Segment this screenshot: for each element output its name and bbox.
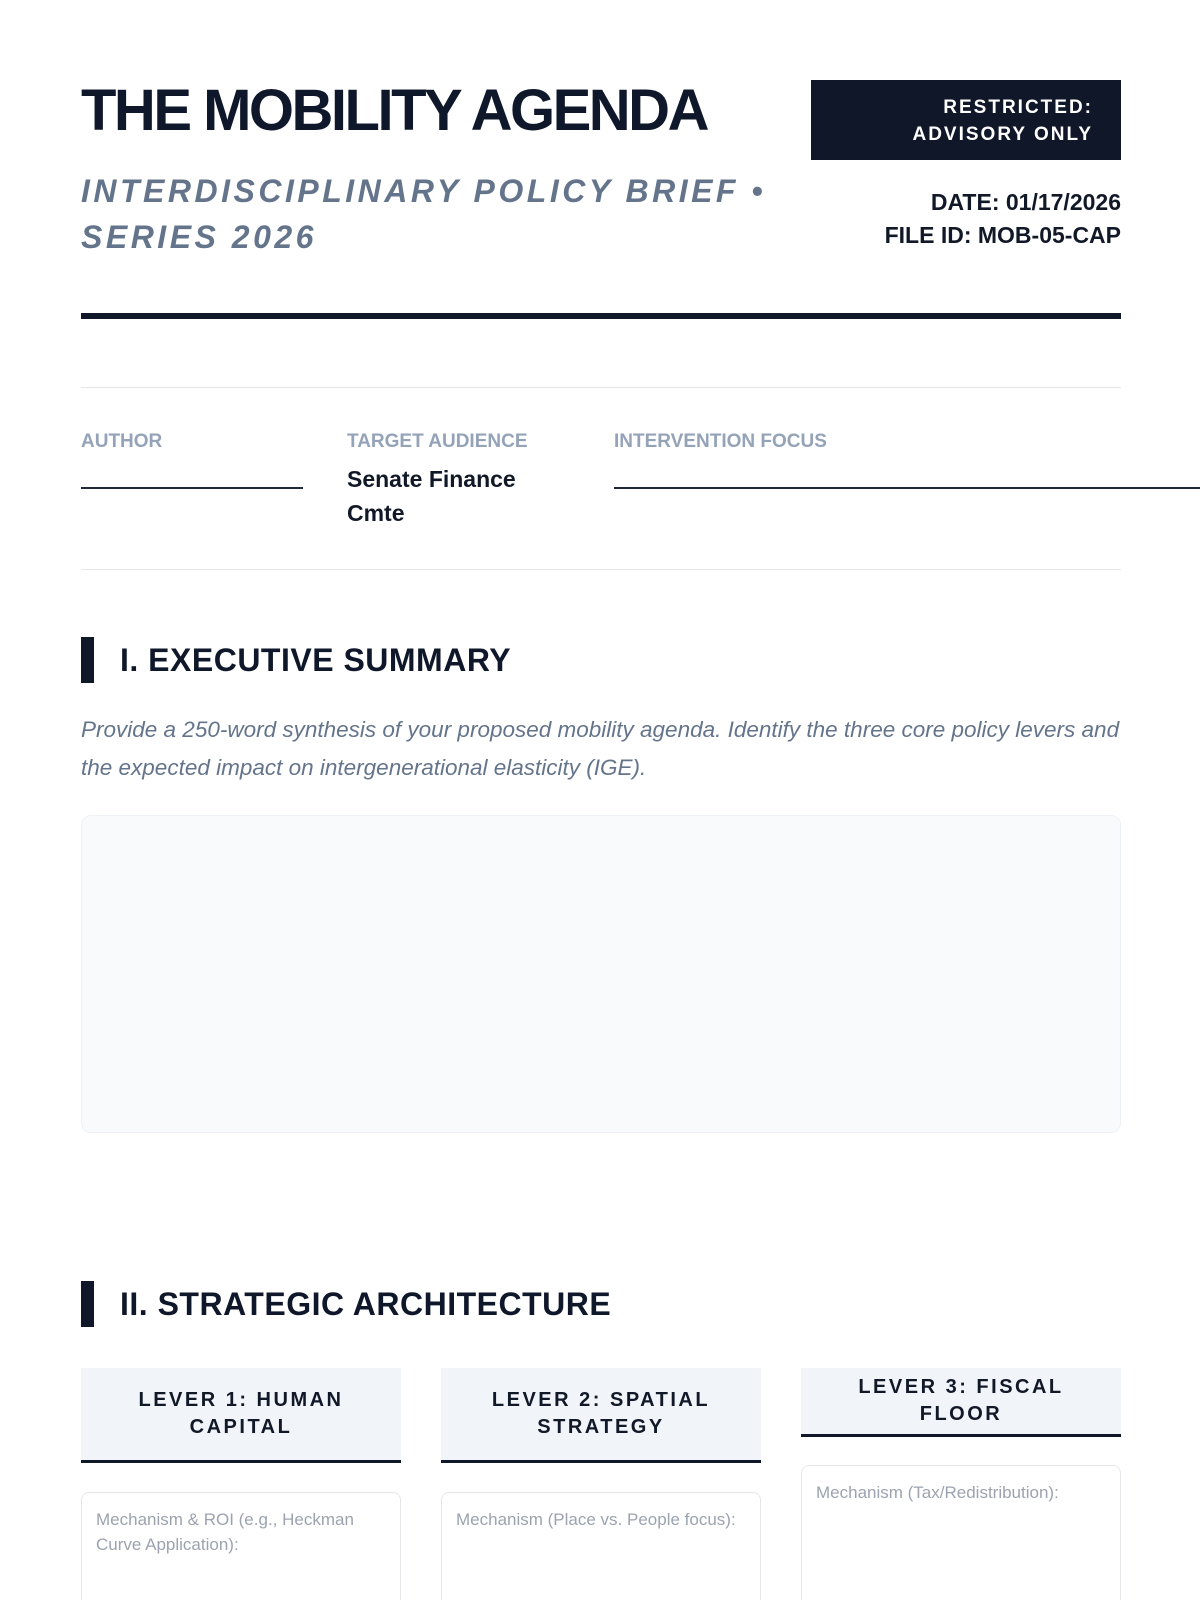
badge-line-2: ADVISORY ONLY — [912, 124, 1093, 145]
strategic-architecture-heading: II. STRATEGIC ARCHITECTURE — [120, 1286, 612, 1322]
intervention-focus-field[interactable] — [614, 487, 1200, 489]
lever-2-input[interactable]: Mechanism (Place vs. People focus): — [441, 1492, 761, 1600]
fields-top-divider — [81, 387, 1121, 388]
target-audience-field[interactable]: Senate Finance Cmte — [347, 466, 516, 526]
header-divider — [81, 313, 1121, 319]
document-subtitle: INTERDISCIPLINARY POLICY BRIEF • SERIES 2026 — [81, 173, 767, 255]
fields-bottom-divider — [81, 569, 1121, 570]
author-label: AUTHOR — [81, 431, 163, 452]
author-field[interactable] — [81, 487, 303, 489]
section-2-marker — [81, 1281, 94, 1327]
document-file-id: FILE ID: MOB-05-CAP — [884, 222, 1121, 248]
target-audience-label: TARGET AUDIENCE — [347, 431, 528, 452]
lever-3-header: LEVER 3: FISCAL FLOOR — [801, 1368, 1121, 1437]
lever-3-input[interactable]: Mechanism (Tax/Redistribution): — [801, 1465, 1121, 1600]
restricted-badge — [811, 80, 1121, 160]
executive-summary-heading: I. EXECUTIVE SUMMARY — [120, 642, 512, 678]
lever-1-input[interactable]: Mechanism & ROI (e.g., Heckman Curve Application): — [81, 1492, 401, 1600]
executive-summary-prompt: Provide a 250-word synthesis of your proposed mobility agenda. Identify the three core policy levers and the expected impact on intergenerational elasticity (IGE). — [81, 717, 1120, 780]
document-meta — [811, 186, 1121, 252]
lever-2-header: LEVER 2: SPATIAL STRATEGY — [441, 1368, 761, 1463]
lever-1-header: LEVER 1: HUMAN CAPITAL — [81, 1368, 401, 1463]
badge-line-1: RESTRICTED: — [943, 97, 1093, 118]
document-date: DATE: 01/17/2026 — [930, 189, 1121, 215]
document-title: THE MOBILITY AGENDA — [81, 78, 707, 143]
executive-summary-input[interactable] — [81, 815, 1121, 1133]
intervention-focus-label: INTERVENTION FOCUS — [614, 431, 827, 452]
section-1-marker — [81, 637, 94, 683]
